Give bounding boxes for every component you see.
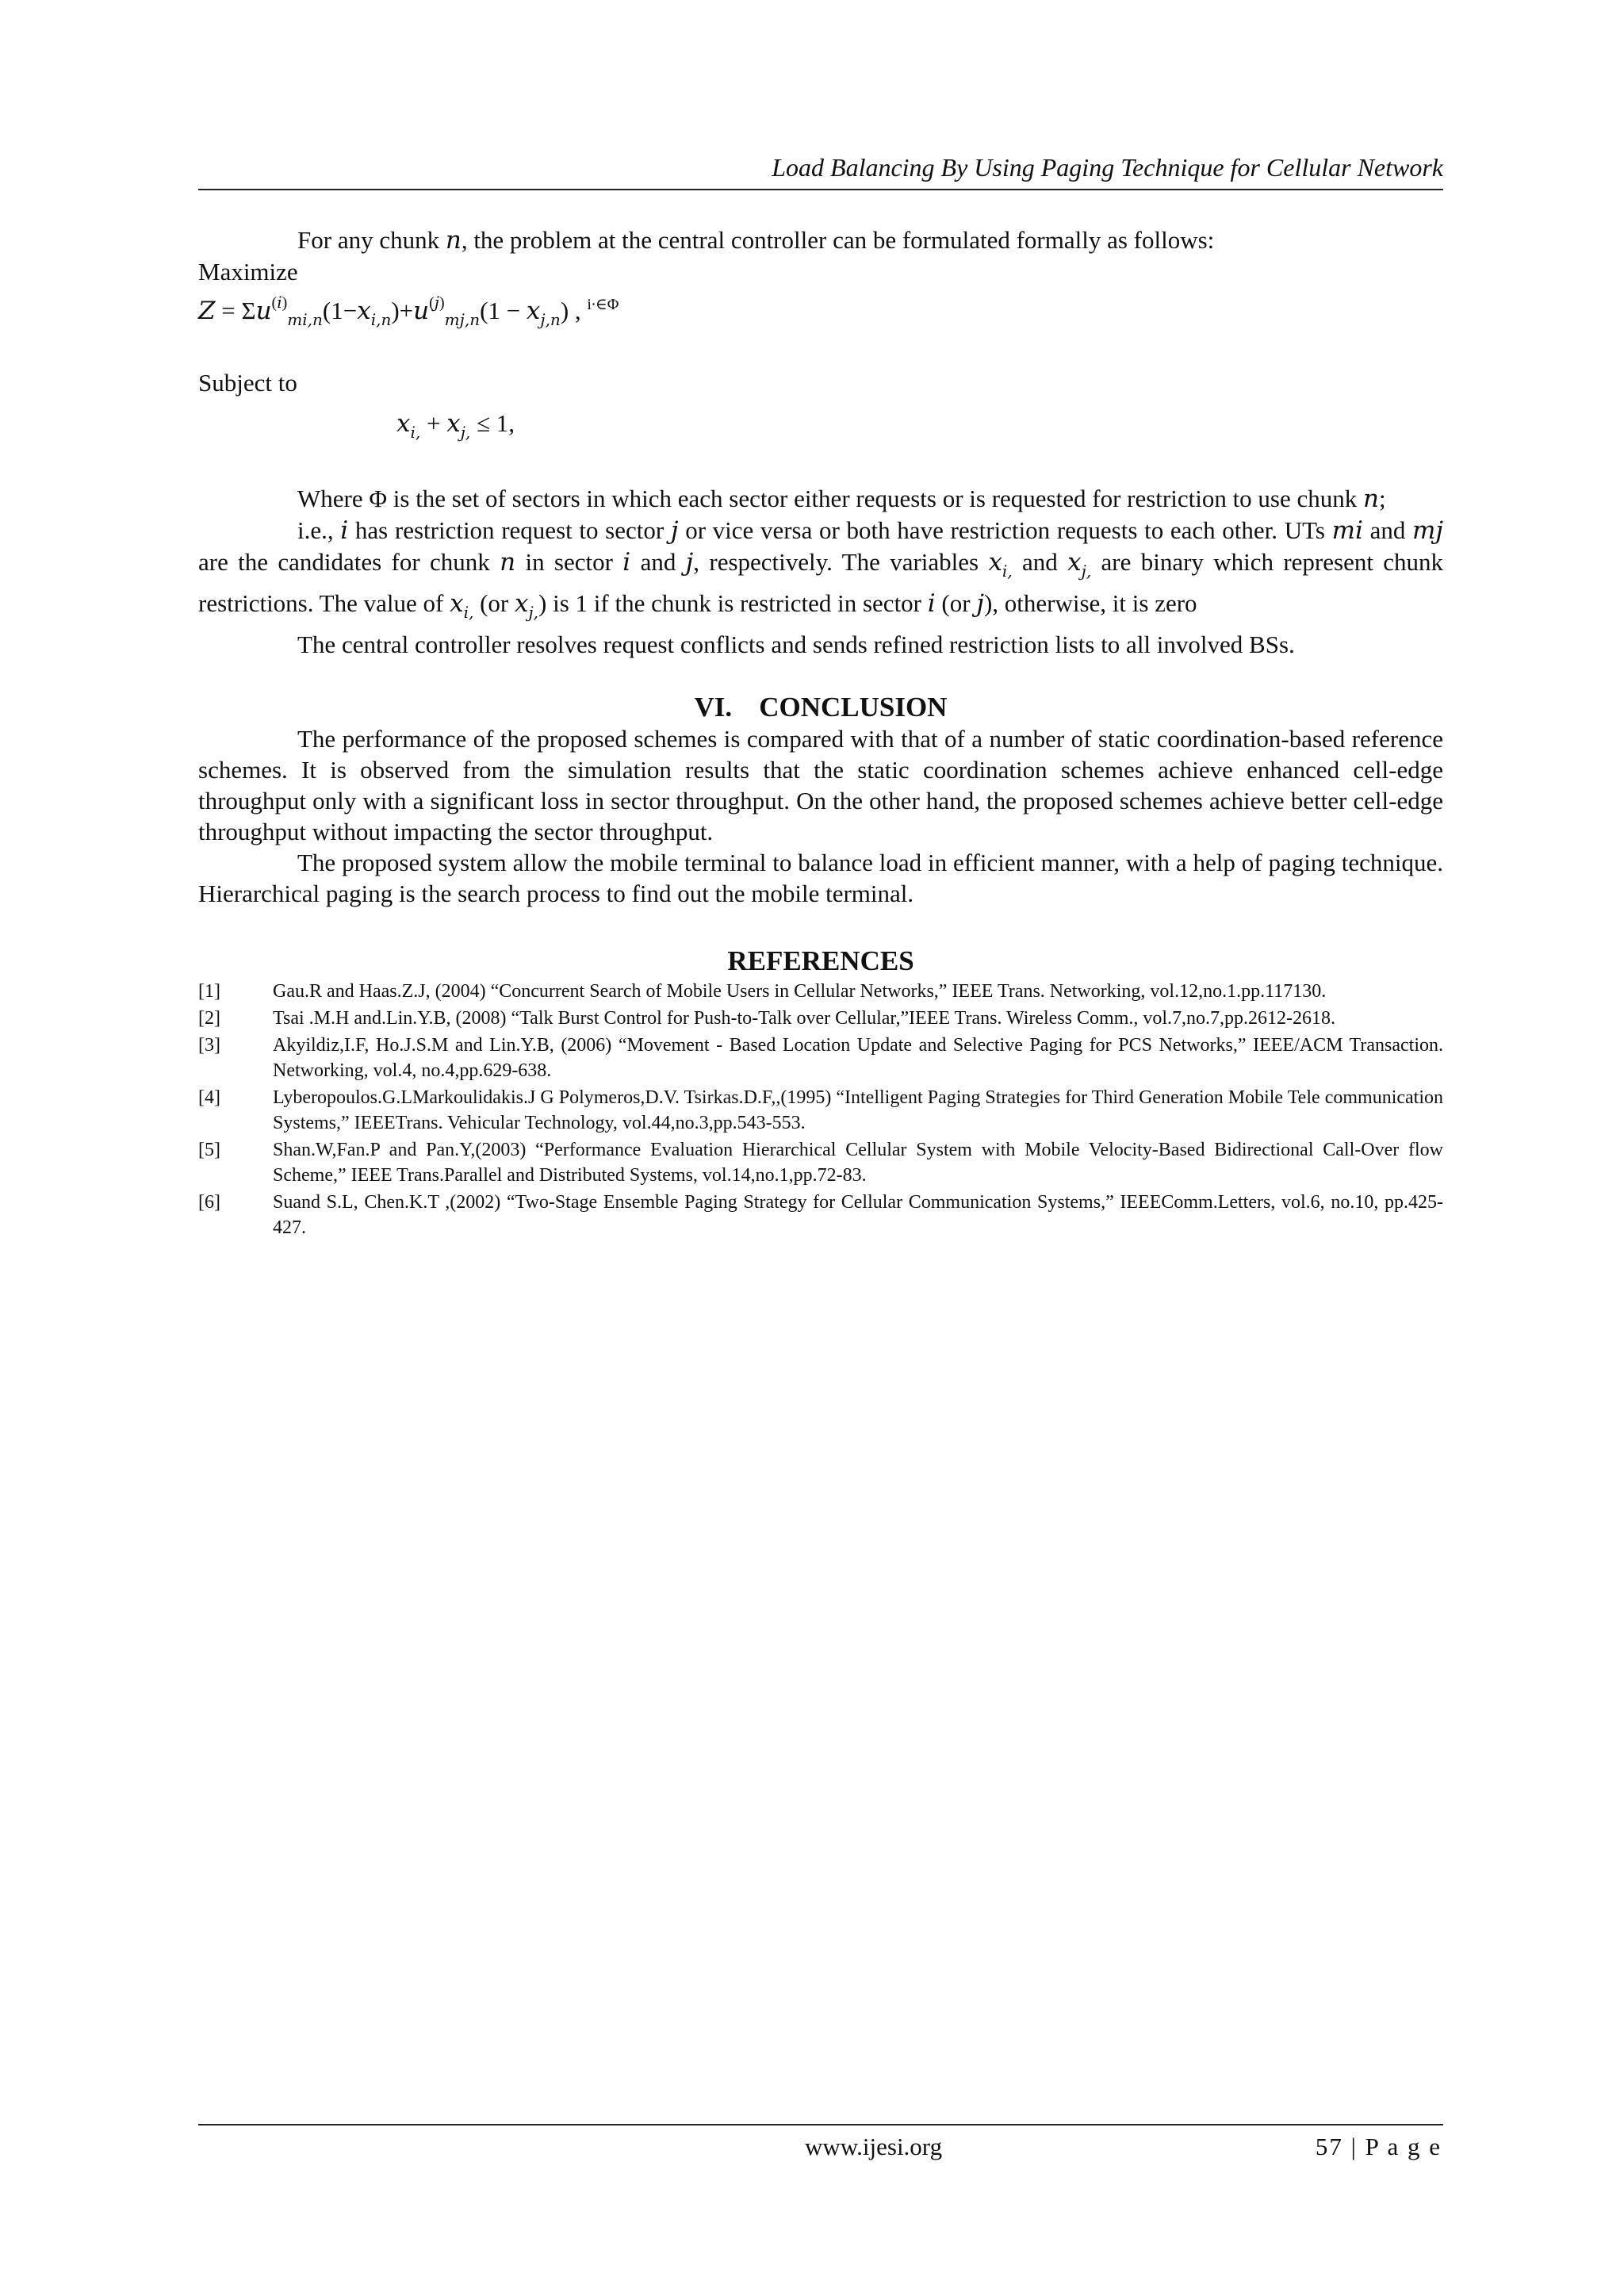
conclusion-heading: VI. CONCLUSION [694,692,948,723]
constraint-equation: $x_{i,} + x_{j,} \le 1$, [396,409,515,442]
intro-paragraph: For any chunk n, the problem at the central controller can be formulated formally as follows: [297,226,1215,255]
reference-item: [5] Shan.W,Fan.P and Pan.Y,(2003) “Performance Evaluation Hierarchical Cellular System with Mobile Velocity-Based Bidirectional Call-Over flow Scheme,” IEEE Trans.Parallel and Distributed Systems, vol.14,no.1,pp.72-83. [198,1140,1443,1186]
where-paragraph: Where Φ is the set of sectors in which each sector either requests or is requested for restriction to use chunk n; [297,485,1386,513]
references-heading: REFERENCES [727,945,914,976]
var-n: n [445,226,462,255]
reference-item: [3] Akyildiz,I.F, Ho.J.S.M and Lin.Y.B, (2006) “Movement - Based Location Update and Selective Paging for PCS Networks,” IEEE/ACM Transaction. Networking, vol.4, no.4,pp.629-638. [198,1035,1443,1081]
subject-to-label: Subject to [198,369,297,397]
header-rule [198,189,1443,190]
definition-paragraph: i.e., i has restriction request to sector j or vice versa or both have restriction requests to each other. UTs mi and mj are the candidates for chunk n in sector i and j, respectively. The variables $x_{i,}$ and $x_{j,}$ are binary which represent chunk restrictions. The value of $x_{i,}$ (or $x_{j,}$) is 1 if the chunk is restricted in sector i (or j), otherwise, it is zero [198,516,1444,622]
controller-paragraph: The central controller resolves request conflicts and sends refined restriction lists to all involved BSs. [297,631,1295,658]
reference-item: [4] Lyberopoulos.G.LMarkoulidakis.J G Polymeros,D.V. Tsirkas.D.F,,(1995) “Intelligent Paging Strategies for Third Generation Mobile Tele communication Systems,” IEEETrans. Vehicular Technology, vol.44,no.3,pp.543-553. [198,1087,1443,1133]
maximize-label: Maximize [198,258,298,286]
conclusion-paragraph-2: The proposed system allow the mobile terminal to balance load in efficient manner, with a help of paging technique. Hierarchical paging is the search process to find out the mobile terminal. [198,849,1443,907]
reference-item: [2] Tsai .M.H and.Lin.Y.B, (2008) “Talk Burst Control for Push-to-Talk over Cellular,”IEEE Trans. Wireless Comm., vol.7,no.7,pp.2612-2618. [198,1008,1336,1029]
objective-equation: $Z = \Sigma u^{(i)}_{mi,n}(1-x_{i,n})+u^{(j)}_{mj,n}(1 - x_{j,n})$ , $^{i\cdot\in\Phi}$ [198,293,619,329]
footer-url: www.ijesi.org [805,2133,943,2160]
footer-rule [198,2124,1443,2125]
conclusion-paragraph-1: The performance of the proposed schemes is compared with that of a number of static coordination-based reference schemes. It is observed from the simulation results that the static coordination schemes achieve enhanced cell-edge throughput only with a significant loss in sector throughput. On the other hand, the proposed schemes achieve better cell-edge throughput without impacting the sector throughput. [198,725,1443,845]
page-number: 57 | P a g e [1315,2133,1442,2160]
body-content [198,224,1443,1242]
reference-item: [6] Suand S.L, Chen.K.T ,(2002) “Two-Stage Ensemble Paging Strategy for Cellular Communication Systems,” IEEEComm.Letters, vol.6, no.10, pp.425-427. [198,1192,1443,1238]
references-list [198,979,1443,1240]
running-header: Load Balancing By Using Paging Technique for Cellular Network [772,153,1443,182]
reference-item: [1] Gau.R and Haas.Z.J, (2004) “Concurrent Search of Mobile Users in Cellular Networks,” IEEE Trans. Networking, vol.12,no.1.pp.117130. [198,981,1327,1002]
